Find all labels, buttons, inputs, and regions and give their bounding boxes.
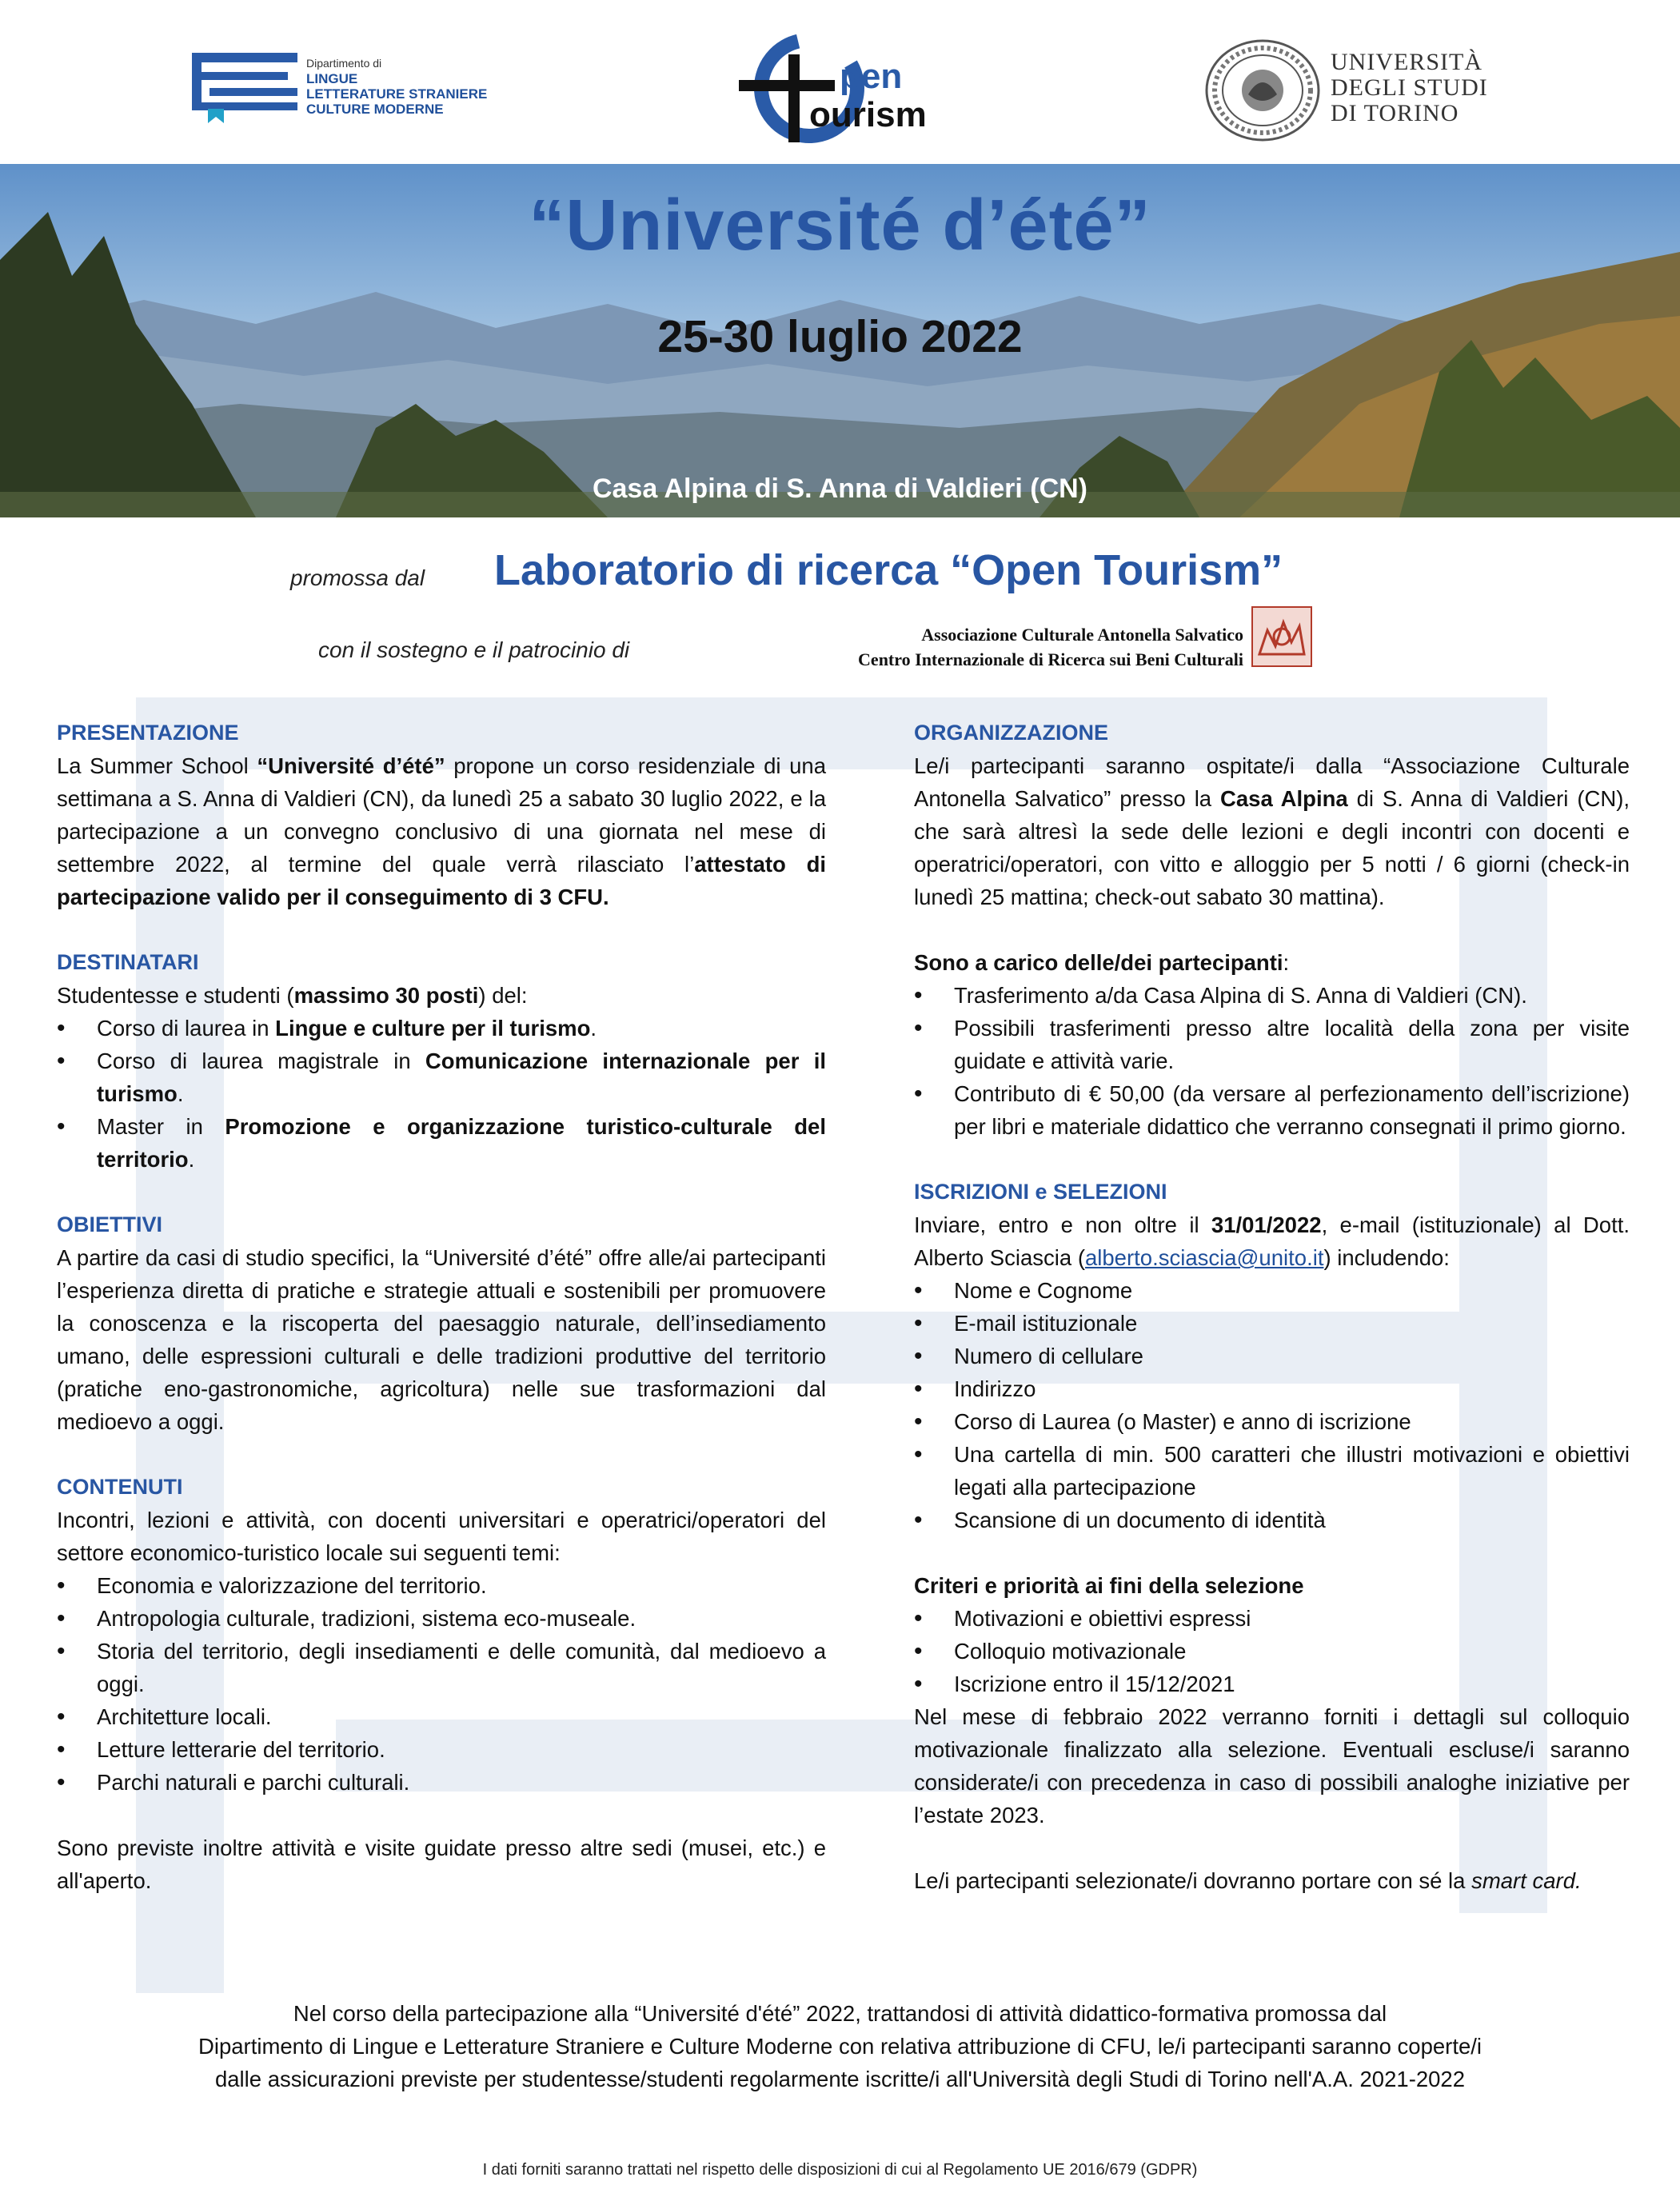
open-tourism-word-pen: pen — [840, 57, 903, 96]
item-bold: Promozione e organizzazione turistico-culturale del territorio — [97, 1114, 826, 1172]
university-line-3: DI TORINO — [1331, 100, 1459, 126]
footer-line-2: Dipartimento di Lingue e Letterature Straniere e Culture Moderne con relativa attribuzione di CFU, le/i partecipanti saranno coperte/i — [198, 2034, 1482, 2059]
list-item: • Contributo di € 50,00 (da versare al perfezionamento dell’iscrizione) per libri e materiale didattico che verranno consegnati il primo giorno. — [914, 1077, 1630, 1143]
list-item: • Indirizzo — [914, 1372, 1630, 1405]
iscrizioni-t2: , e-mail (istituzionale) al Dott. Alberto Sciascia ( — [914, 1212, 1630, 1270]
presentazione-b2: attestato di partecipazione valido per il conseguimento di 3 CFU. — [57, 852, 827, 909]
list-item: • E-mail istituzionale — [914, 1307, 1630, 1340]
gdpr-note: I dati forniti saranno trattati nel rispetto delle disposizioni di cui al Regolamento UE 2016/679 (GDPR) — [482, 2161, 1198, 2179]
list-item: • Storia del territorio, degli insediamenti e delle comunità, dal medioevo a oggi. — [57, 1635, 826, 1700]
department-prefix: Dipartimento di — [306, 57, 382, 70]
list-item — [57, 1012, 826, 1045]
destinatari-intro-b: massimo 30 posti — [293, 983, 479, 1008]
association-name — [720, 622, 1243, 672]
list-item: • Una cartella di min. 500 caratteri che illustri motivazioni e obiettivi legati alla partecipazione — [914, 1438, 1630, 1504]
iscrizioni-deadline: 31/01/2022 — [1211, 1212, 1322, 1237]
item-text: Corso di laurea in — [97, 1016, 276, 1041]
organizzazione-b1: Casa Alpina — [1220, 786, 1348, 811]
promoted-by-label: promossa dal — [290, 565, 425, 590]
event-dates: 25-30 luglio 2022 — [657, 311, 1023, 362]
association-line-1: Associazione Culturale Antonella Salvatico — [921, 625, 1243, 645]
iscrizioni-list — [914, 1274, 1630, 1536]
footer-insurance-note — [0, 1997, 1680, 2095]
list-item: • Economia e valorizzazione del territorio. — [57, 1569, 826, 1602]
list-item: • Architetture locali. — [57, 1700, 826, 1733]
presentazione-text — [57, 749, 826, 913]
open-tourism-logo — [736, 30, 968, 150]
heading-presentazione: PRESENTAZIONE — [57, 721, 239, 745]
list-item — [57, 1110, 826, 1176]
destinatari-intro-t1: Studentesse e studenti ( — [57, 983, 294, 1008]
mountain-banner — [0, 164, 1680, 517]
organizzazione-t2: di S. Anna di Valdieri (CN), che sarà altresì la sede delle lezioni e degli incontri con docenti e operatrici/operatori, con vitto e alloggio per 5 notti / 6 giorni (check-in lunedì 25 mattina; check-out sabato 30 mattina). — [914, 786, 1630, 909]
list-item: • Colloquio motivazionale — [914, 1635, 1630, 1668]
criteri-list — [914, 1602, 1630, 1700]
left-column — [57, 717, 826, 1897]
contenuti-list — [57, 1569, 826, 1799]
presentazione-t1: La Summer School — [57, 753, 257, 778]
footer-line-3: dalle assicurazioni previste per studentesse/studenti regolarmente iscritte/i all'Università degli Studi di Torino nell'A.A. 2021-2022 — [214, 2067, 1466, 2091]
department-line-2: LETTERATURE STRANIERE — [306, 86, 488, 102]
item-bold: Comunicazione internazionale per il turismo — [97, 1049, 826, 1106]
list-item: • Parchi naturali e parchi culturali. — [57, 1766, 826, 1799]
list-item: • Trasferimento a/da Casa Alpina di S. Anna di Valdieri (CN). — [914, 979, 1630, 1012]
department-logo-icon — [192, 53, 297, 125]
lab-title: Laboratorio di ricerca “Open Tourism” — [494, 546, 1283, 594]
item-text: Master in — [97, 1114, 225, 1139]
list-item: • Iscrizione entro il 15/12/2021 — [914, 1668, 1630, 1700]
university-seal-icon — [1203, 38, 1322, 142]
contenuti-intro: Incontri, lezioni e attività, con docenti universitari e operatrici/operatori del settore economico-turistico locale sui seguenti temi: — [57, 1508, 826, 1565]
association-line-2: Centro Internazionale di Ricerca sui Beni Culturali — [858, 649, 1243, 669]
item-end: . — [177, 1081, 184, 1106]
right-column — [914, 717, 1630, 1897]
destinatari-list — [57, 1012, 826, 1176]
list-item: • Numero di cellulare — [914, 1340, 1630, 1372]
list-item: • Possibili trasferimenti presso altre località della zona per visite guidate e attività varie. — [914, 1012, 1630, 1077]
smart-card-italic: smart card. — [1471, 1868, 1582, 1893]
carico-colon: : — [1283, 950, 1290, 975]
heading-destinatari: DESTINATARI — [57, 950, 199, 974]
iscrizioni-text — [914, 1208, 1630, 1274]
list-item — [57, 1045, 826, 1110]
list-item: • Motivazioni e obiettivi espressi — [914, 1602, 1630, 1635]
list-item: • Scansione di un documento di identità — [914, 1504, 1630, 1536]
smart-card-note — [914, 1864, 1630, 1897]
item-bold: Lingue e culture per il turismo — [275, 1016, 591, 1041]
department-name — [306, 56, 487, 117]
iscrizioni-t1: Inviare, entro e non oltre il — [914, 1212, 1211, 1237]
list-item: • Nome e Cognome — [914, 1274, 1630, 1307]
association-logo-icon — [1251, 606, 1312, 667]
carico-heading-text: Sono a carico delle/dei partecipanti — [914, 950, 1283, 975]
event-title: “Université d’été” — [529, 186, 1151, 266]
university-line-1: UNIVERSITÀ — [1331, 49, 1482, 75]
university-name — [1331, 50, 1488, 126]
heading-carico — [914, 946, 1630, 979]
criteri-text: Nel mese di febbraio 2022 verranno forniti i dettagli sul colloquio motivazionale finalizzato alla selezione. Eventuali escluse/i saranno considerate/i con precedenza in caso di possibili analoghe iniziative per l’estate 2023. — [914, 1704, 1630, 1827]
open-tourism-word-ourism: ourism — [809, 95, 927, 134]
department-line-1: LINGUE — [306, 71, 358, 86]
list-item: • Letture letterarie del territorio. — [57, 1733, 826, 1766]
obiettivi-text: A partire da casi di studio specifici, la “Université d’été” offre alle/ai partecipanti l’esperienza diretta di pratiche e strategie attuali e sostenibili per promuovere la conoscenza e la riscoperta del paesaggio naturale, dell’insediamento umano, delle espressioni culturali e delle tradizioni produttive del territorio (pratiche eno-gastronomiche, agricoltura) nelle sue trasformazioni dal medioevo a oggi. — [57, 1245, 826, 1434]
destinatari-intro — [57, 979, 826, 1012]
header — [0, 0, 1680, 164]
item-end: . — [590, 1016, 597, 1041]
footer-line-1: Nel corso della partecipazione alla “Université d'été” 2022, trattandosi di attività didattico-formativa promossa dal — [293, 2001, 1387, 2026]
heading-contenuti: CONTENUTI — [57, 1475, 183, 1499]
event-place: Casa Alpina di S. Anna di Valdieri (CN) — [592, 473, 1088, 504]
heading-organizzazione: ORGANIZZAZIONE — [914, 721, 1108, 745]
destinatari-intro-t2: ) del: — [478, 983, 528, 1008]
list-item: • Antropologia culturale, tradizioni, sistema eco-museale. — [57, 1602, 826, 1635]
presentazione-t2: propone un corso residenziale di una settimana a S. Anna di Valdieri (CN), da lunedì 25 a sabato 30 luglio 2022, e la partecipazione a un convegno conclusivo di una giornata nel mese di settembre 2022, al termine del quale verrà rilasciato l’ — [57, 753, 827, 877]
organizzazione-t1: Le/i partecipanti saranno ospitate/i dalla “Associazione Culturale Antonella Salvatico” presso la — [914, 753, 1630, 811]
heading-obiettivi: OBIETTIVI — [57, 1212, 163, 1236]
contenuti-outro: Sono previste inoltre attività e visite guidate presso altre sedi (musei, etc.) e all'aperto. — [57, 1835, 826, 1893]
contact-email-link[interactable]: alberto.sciascia@unito.it — [1084, 1245, 1324, 1270]
list-item: • Corso di Laurea (o Master) e anno di iscrizione — [914, 1405, 1630, 1438]
department-line-3: CULTURE MODERNE — [306, 102, 444, 117]
iscrizioni-t3: ) includendo: — [1323, 1245, 1450, 1270]
heading-iscrizioni: ISCRIZIONI e SELEZIONI — [914, 1180, 1167, 1204]
carico-list — [914, 979, 1630, 1143]
support-label: con il sostegno e il patrocinio di — [318, 637, 630, 662]
organizzazione-text — [914, 749, 1630, 913]
smart-card-text: Le/i partecipanti selezionate/i dovranno portare con sé la — [914, 1868, 1472, 1893]
university-line-2: DEGLI STUDI — [1331, 74, 1488, 101]
presentazione-b1: “Université d’été” — [257, 753, 445, 778]
heading-criteri: Criteri e priorità ai fini della selezione — [914, 1573, 1304, 1598]
item-text: Corso di laurea magistrale in — [97, 1049, 425, 1073]
item-end: . — [188, 1147, 195, 1172]
